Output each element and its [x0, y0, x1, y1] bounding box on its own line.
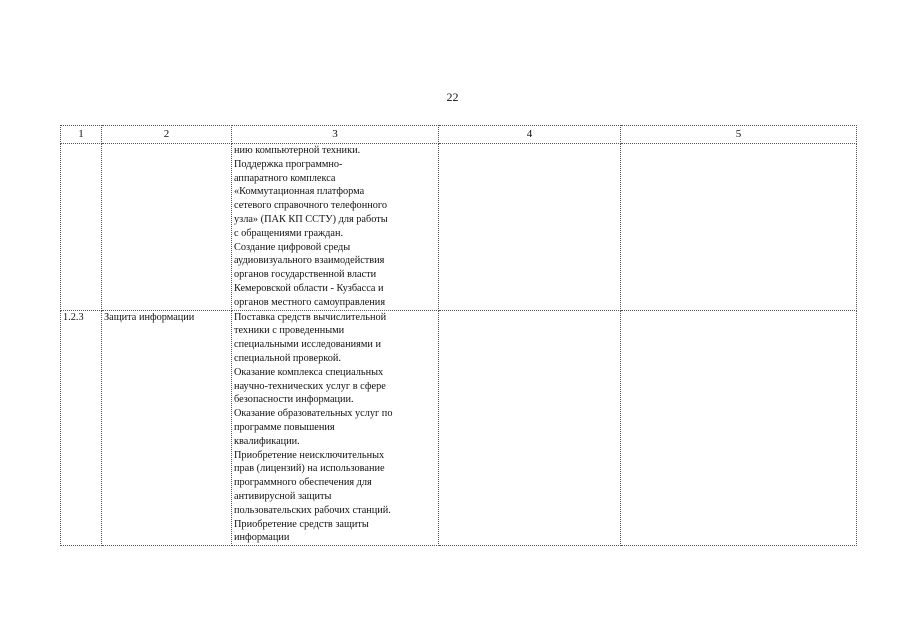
description-line: информации — [234, 532, 290, 544]
description-line: Поддержка программно- — [234, 158, 343, 170]
description-line: пользовательских рабочих станций. — [234, 504, 391, 516]
description-line: аппаратного комплекса — [234, 172, 336, 184]
column-header: 1 — [61, 126, 102, 144]
description-line: научно-технических услуг в сфере — [234, 380, 386, 392]
description-line: Приобретение неисключительных — [234, 449, 385, 461]
description-line: аудиовизуального взаимодействия — [234, 255, 385, 267]
row-name — [102, 144, 232, 311]
description-line: прав (лицензий) на использование — [234, 463, 385, 475]
data-table — [60, 125, 857, 546]
row-col5 — [621, 144, 857, 311]
description-line: Кемеровской области - Кузбасса и — [234, 282, 384, 294]
description-line: «Коммутационная платформа — [234, 186, 365, 198]
description-line: Оказание образовательных услуг по — [234, 408, 393, 420]
row-col4 — [439, 144, 621, 311]
column-header: 3 — [232, 126, 439, 144]
description-line: нию компьютерной техники. — [234, 145, 361, 156]
description-line: Создание цифровой среды — [234, 241, 351, 253]
table-row — [61, 144, 857, 311]
description-line: программного обеспечения для — [234, 477, 372, 489]
description-line: программе повышения — [234, 421, 335, 433]
page-number: 22 — [446, 90, 459, 104]
row-number: 1.2.3 — [61, 310, 102, 546]
description-line: сетевого справочного телефонного — [234, 200, 387, 212]
description-line: Оказание комплекса специальных — [234, 366, 384, 378]
description-line: органов местного самоуправления — [234, 296, 386, 308]
description-line: специальными исследованиями и — [234, 339, 381, 351]
description-line: узла» (ПАК КП ССТУ) для работы — [234, 213, 388, 225]
description-line: Приобретение средств защиты — [234, 518, 369, 530]
column-header: 4 — [439, 126, 621, 144]
row-name: Защита информации — [102, 310, 232, 546]
row-number — [61, 144, 102, 311]
description-line: органов государственной власти — [234, 269, 377, 281]
row-description — [232, 310, 439, 546]
column-header: 5 — [621, 126, 857, 144]
column-header: 2 — [102, 126, 232, 144]
description-line: техники с проведенными — [234, 325, 345, 337]
description-line: квалификации. — [234, 435, 300, 447]
description-line: Поставка средств вычислительной — [234, 311, 387, 323]
table-header-row — [61, 126, 857, 144]
description-line: специальной проверкой. — [234, 352, 341, 364]
row-col5 — [621, 310, 857, 546]
table-row — [61, 310, 857, 546]
row-col4 — [439, 310, 621, 546]
row-description — [232, 144, 439, 311]
description-line: антивирусной защиты — [234, 490, 332, 502]
description-line: безопасности информации. — [234, 394, 354, 406]
description-line: с обращениями граждан. — [234, 227, 344, 239]
